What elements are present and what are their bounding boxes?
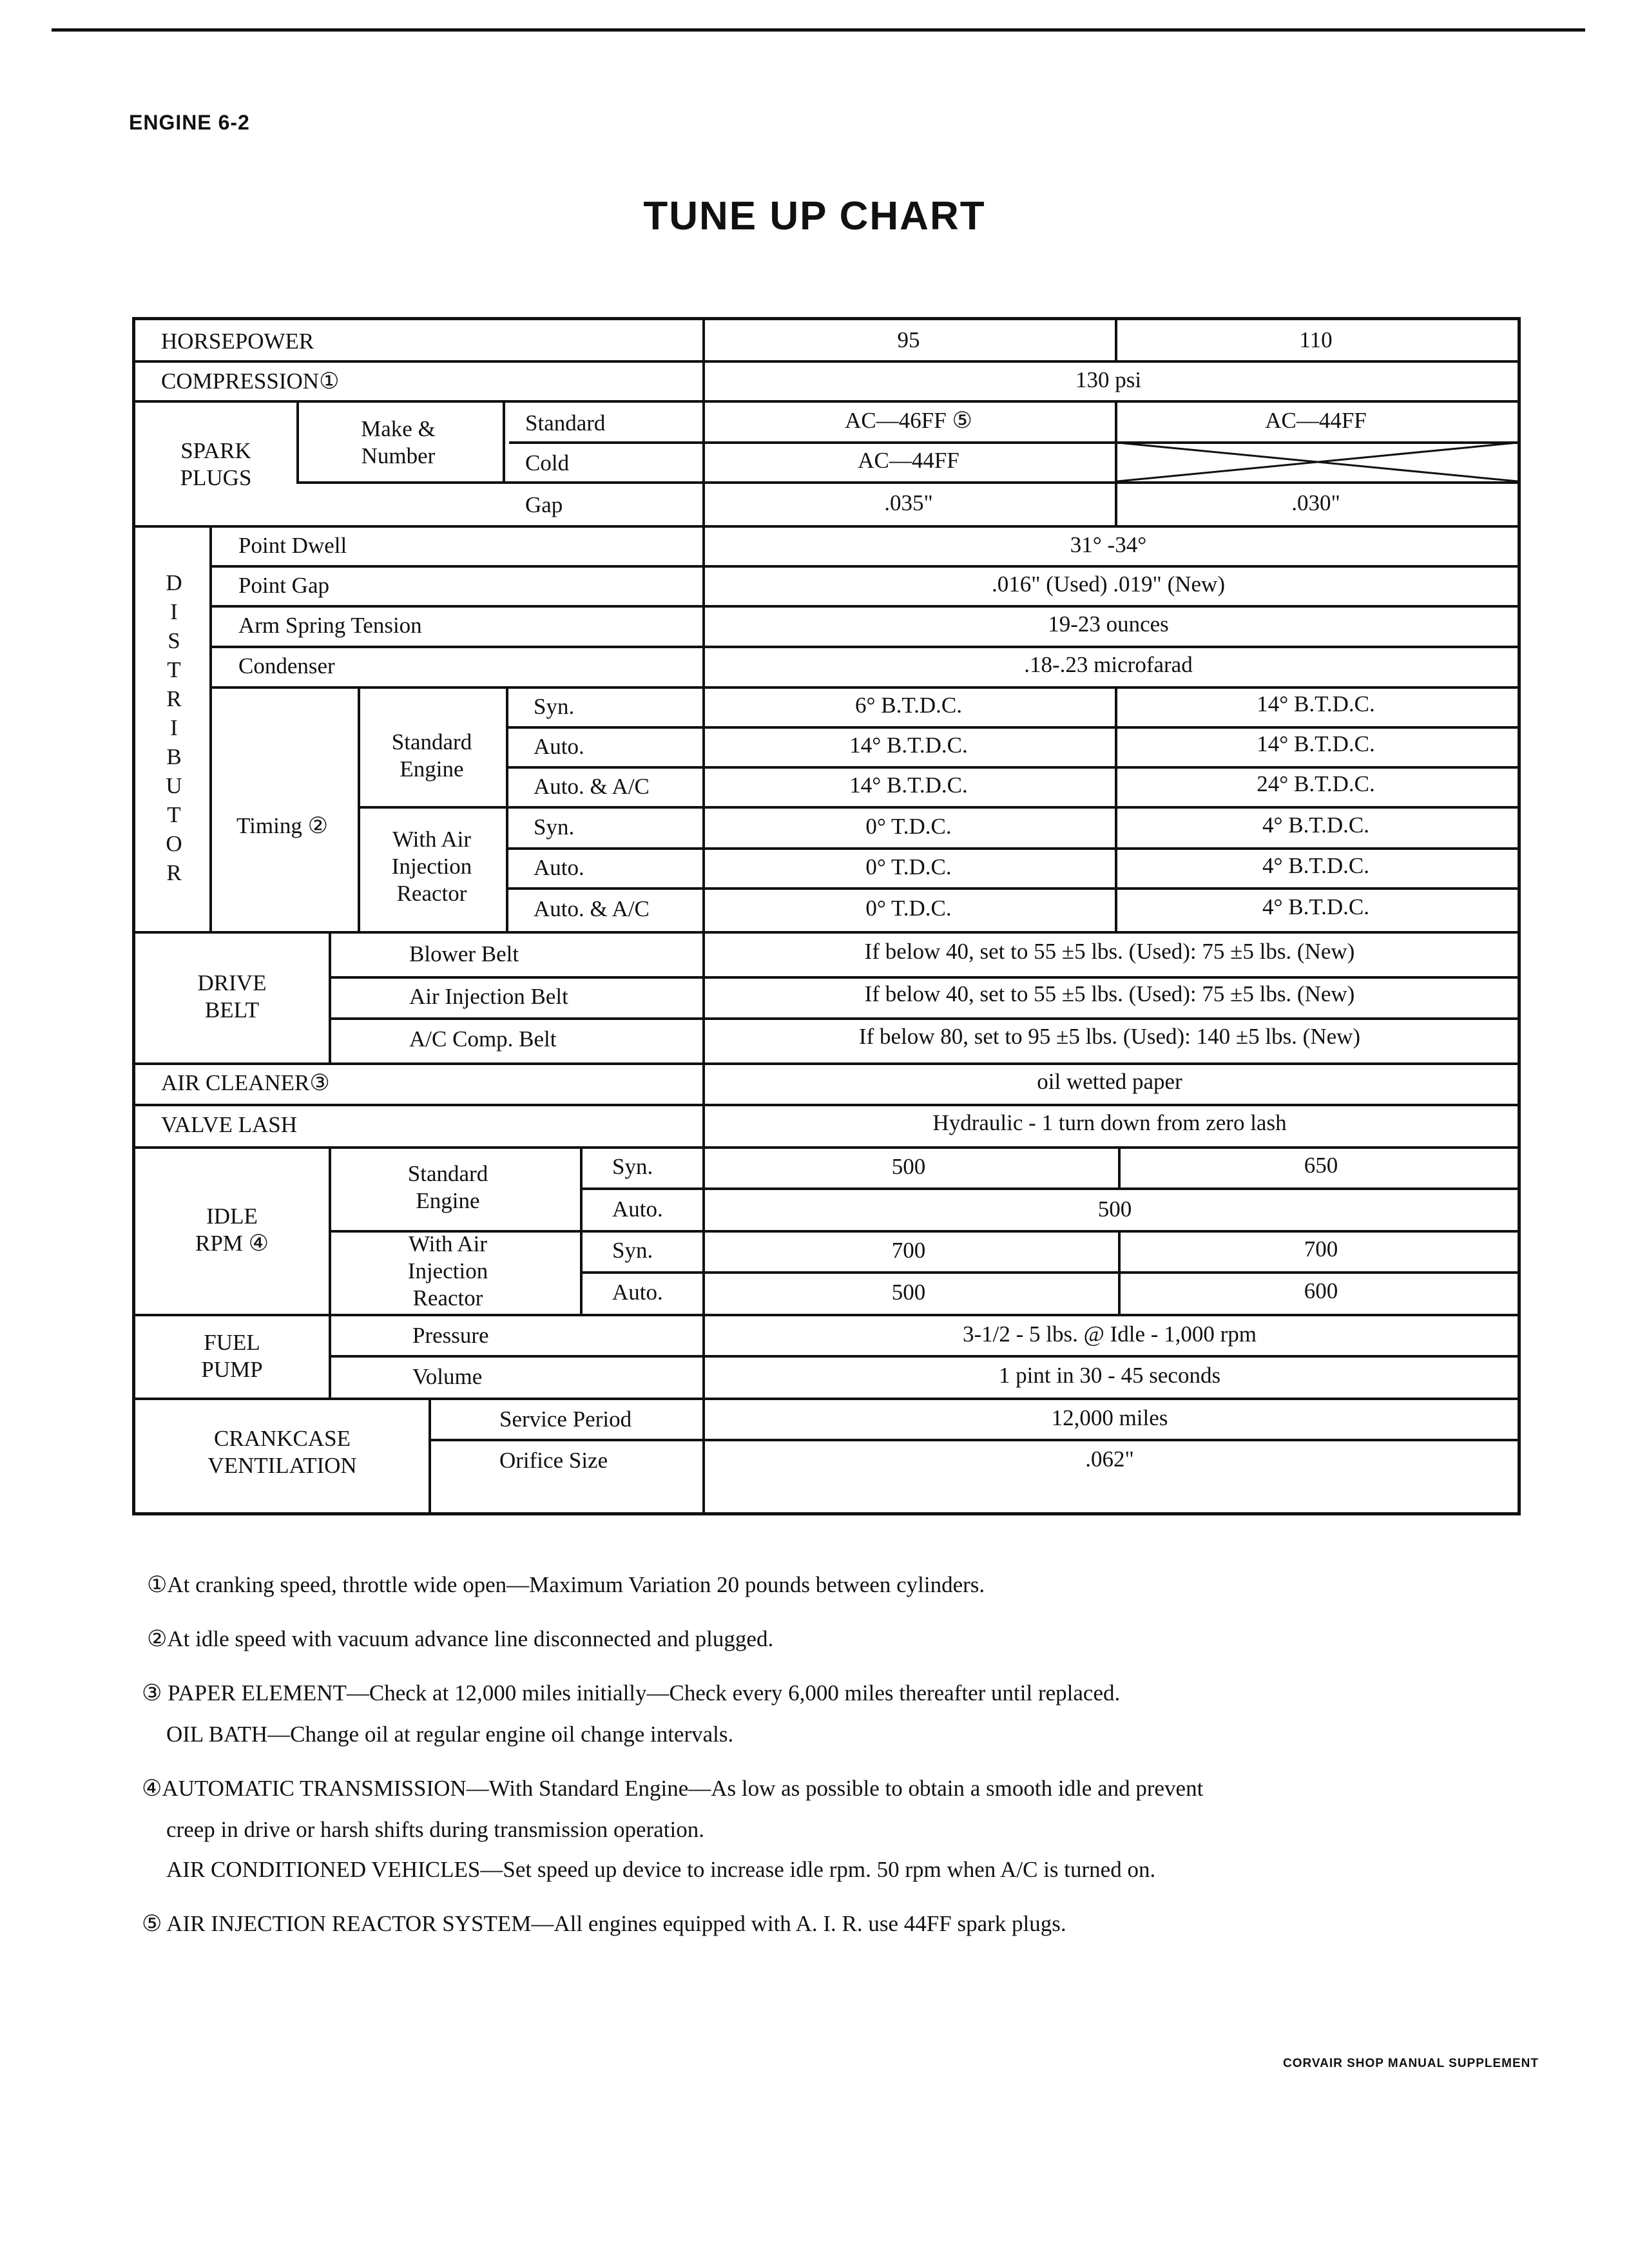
timing-air-syn-95: 0° T.D.C. [865,814,952,839]
timing-std-ac-110: 24° B.T.D.C. [1257,771,1375,796]
orifice-size-value: .062" [1085,1446,1134,1472]
drive-belt-label: DRIVE BELT [197,970,267,1023]
blower-belt-label: Blower Belt [409,941,519,966]
valve-lash-value: Hydraulic - 1 turn down from zero lash [932,1110,1287,1135]
timing-standard-engine: Standard Engine [391,729,472,782]
point-gap-value: .016" (Used) .019" (New) [992,572,1225,597]
footnote-3b: OIL BATH—Change oil at regular engine oil change intervals. [166,1722,734,1747]
arm-spring-label: Arm Spring Tension [238,613,422,638]
footnote-1: ①At cranking speed, throttle wide open—Maximum Variation 20 pounds between cylinders. [147,1572,985,1597]
timing-std-ac-95: 14° B.T.D.C. [849,773,968,798]
idle-rpm-label: IDLE RPM ④ [195,1204,269,1256]
air-injection-belt-value: If below 40, set to 55 ±5 lbs. (Used): 75 ±5 lbs. (New) [864,981,1355,1006]
idle-air-auto-label: Auto. [612,1280,663,1305]
point-dwell-label: Point Dwell [238,533,347,558]
condenser-label: Condenser [238,653,335,678]
spark-gap-95: .035" [884,490,933,515]
condenser-value: .18-.23 microfarad [1024,652,1193,677]
make-number-label: Make & Number [361,416,436,468]
fuel-pump-label: FUEL PUMP [201,1330,263,1382]
idle-air-syn-110: 700 [1304,1236,1338,1262]
timing-std-auto-95: 14° B.T.D.C. [849,733,968,758]
crankcase-label: CRANKCASE VENTILATION [207,1426,357,1478]
timing-std-syn-95: 6° B.T.D.C. [855,693,962,718]
timing-air-ac-95: 0° T.D.C. [865,896,952,921]
arm-spring-value: 19-23 ounces [1048,611,1169,637]
idle-air-syn-95: 700 [891,1238,926,1263]
timing-air-ac-110: 4° B.T.D.C. [1262,894,1369,919]
compression-label: COMPRESSION① [161,369,340,394]
timing-std-auto-110: 14° B.T.D.C. [1257,731,1375,756]
spark-gap-110: .030" [1291,490,1340,515]
spark-standard-110: AC—44FF [1265,408,1367,433]
valve-lash-label: VALVE LASH [161,1112,298,1137]
idle-std-auto: 500 [1097,1196,1132,1222]
air-cleaner-label: AIR CLEANER③ [161,1070,330,1095]
spark-standard-95: AC—46FF ⑤ [845,408,972,433]
footnote-4b: creep in drive or harsh shifts during transmission operation. [166,1817,704,1842]
timing-with-air: With Air Injection Reactor [391,827,472,906]
spark-gap-label: Gap [525,492,563,517]
air-injection-belt-label: Air Injection Belt [409,984,568,1009]
timing-air-auto-label: Auto. [534,855,584,880]
timing-air-auto-95: 0° T.D.C. [865,854,952,879]
page-header: ENGINE 6-2 [129,111,250,134]
timing-std-ac-label: Auto. & A/C [534,774,650,799]
timing-air-syn-110: 4° B.T.D.C. [1262,812,1369,838]
ac-belt-label: A/C Comp. Belt [409,1026,557,1052]
idle-with-air: With Air Injection Reactor [407,1231,488,1311]
footnote-5: ⑤ AIR INJECTION REACTOR SYSTEM—All engines equipped with A. I. R. use 44FF spark plugs. [142,1911,1066,1936]
orifice-size-label: Orifice Size [499,1448,608,1473]
air-cleaner-value: oil wetted paper [1037,1069,1182,1094]
footnote-4c: AIR CONDITIONED VEHICLES—Set speed up device to increase idle rpm. 50 rpm when A/C is turned on. [166,1857,1156,1882]
idle-air-auto-110: 600 [1304,1278,1338,1303]
horsepower-label: HORSEPOWER [161,329,314,354]
horsepower-110: 110 [1299,327,1333,352]
spark-standard-label: Standard [525,410,606,436]
distributor-label: D I S T R I B U T O R [166,570,182,885]
service-period-label: Service Period [499,1407,632,1432]
timing-air-ac-label: Auto. & A/C [534,896,650,921]
fuel-volume-label: Volume [412,1364,483,1389]
spark-cold-95: AC—44FF [858,448,959,473]
point-dwell-value: 31° -34° [1070,532,1147,557]
service-period-value: 12,000 miles [1051,1405,1168,1430]
idle-std-syn-110: 650 [1304,1153,1338,1178]
top-rule [52,28,1585,32]
spark-plugs-label: SPARK PLUGS [180,438,252,490]
fuel-volume-value: 1 pint in 30 - 45 seconds [998,1363,1221,1388]
timing-std-auto-label: Auto. [534,734,584,759]
tune-up-table [132,317,1521,1515]
fuel-pressure-label: Pressure [412,1323,489,1348]
timing-std-syn-label: Syn. [534,694,575,719]
footnote-2: ②At idle speed with vacuum advance line disconnected and plugged. [147,1626,774,1651]
idle-air-syn-label: Syn. [612,1238,653,1263]
page-title: TUNE UP CHART [643,194,986,238]
spark-cold-label: Cold [525,450,570,476]
idle-std-auto-label: Auto. [612,1196,663,1222]
idle-std-syn-95: 500 [891,1154,926,1179]
footnote-4a: ④AUTOMATIC TRANSMISSION—With Standard Engine—As low as possible to obtain a smooth idle and prevent [142,1776,1204,1801]
compression-value: 130 psi [1075,367,1142,392]
idle-standard-engine: Standard Engine [407,1161,488,1213]
fuel-pressure-value: 3-1/2 - 5 lbs. @ Idle - 1,000 rpm [962,1321,1257,1347]
point-gap-label: Point Gap [238,573,329,598]
timing-air-syn-label: Syn. [534,814,575,840]
blower-belt-value: If below 40, set to 55 ±5 lbs. (Used): 75 ±5 lbs. (New) [864,939,1355,964]
timing-std-syn-110: 14° B.T.D.C. [1257,691,1375,716]
idle-air-auto-95: 500 [891,1280,926,1305]
crossed-out-cell [1117,443,1518,483]
horsepower-95: 95 [897,327,920,352]
ac-belt-value: If below 80, set to 95 ±5 lbs. (Used): 140 ±5 lbs. (New) [858,1024,1361,1049]
timing-label: Timing ② [236,813,328,838]
page-footer: CORVAIR SHOP MANUAL SUPPLEMENT [1282,2057,1539,2070]
timing-air-auto-110: 4° B.T.D.C. [1262,853,1369,878]
idle-std-syn-label: Syn. [612,1154,653,1179]
footnote-3a: ③ PAPER ELEMENT—Check at 12,000 miles initially—Check every 6,000 miles thereafter until replaced. [142,1680,1121,1706]
